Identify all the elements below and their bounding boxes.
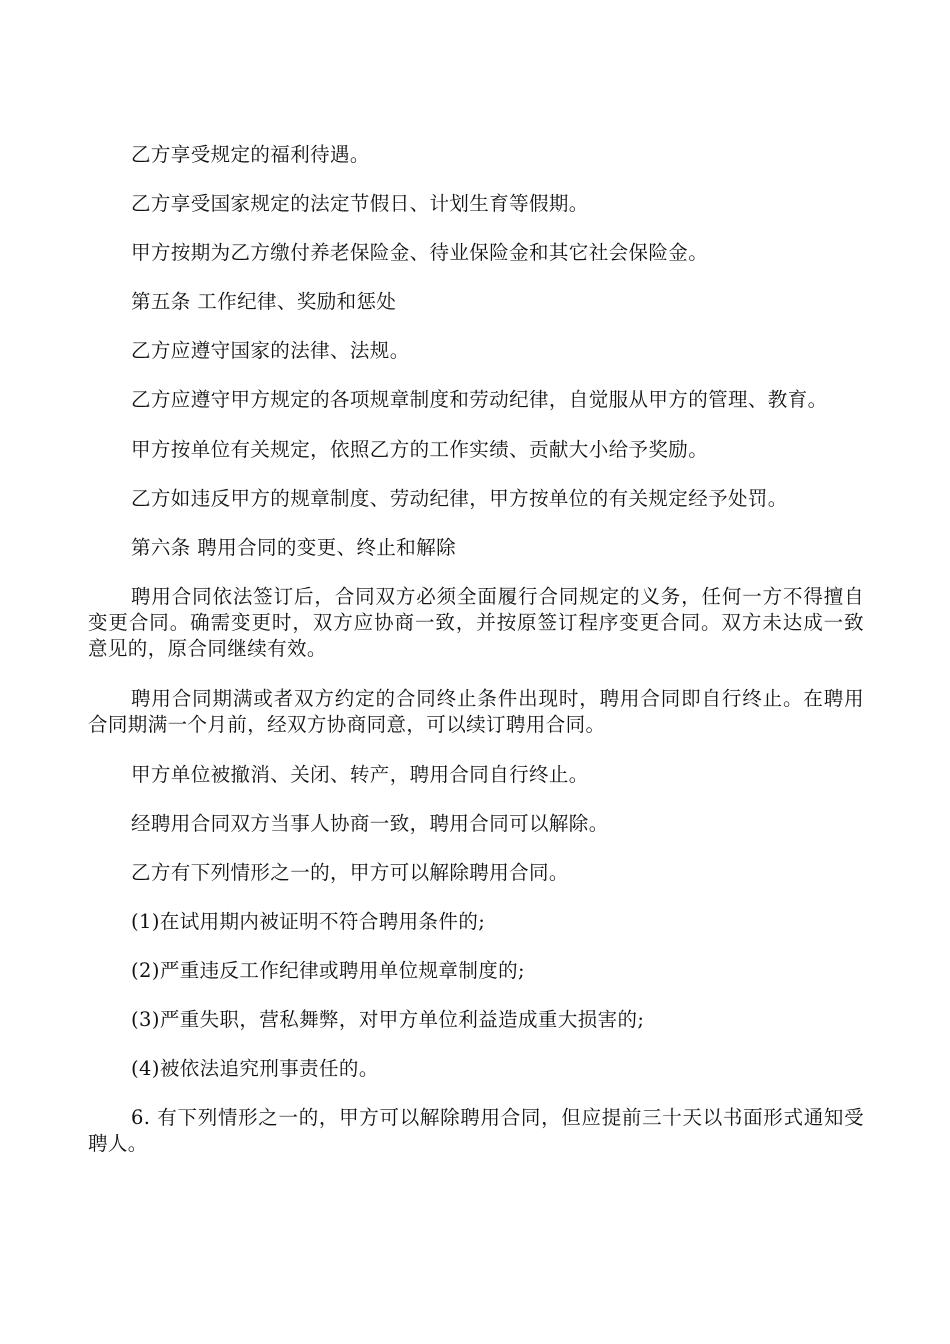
paragraph-punishment: 乙方如违反甲方的规章制度、劳动纪律，甲方按单位的有关规定经予处罚。 bbox=[131, 487, 788, 510]
paragraph-contract-change: 聘用合同依法签订后，合同双方必须全面履行合同规定的义务，任何一方不得擅自变更合同。确需变更时，双方应协商一致，并按原签订程序变更合同。双方未达成一致意见的，原合同继续有效。 bbox=[88, 585, 864, 660]
list-item-2: (2)严重违反工作纪律或聘用单位规章制度的; bbox=[131, 959, 525, 982]
document-body bbox=[88, 142, 864, 1181]
paragraph-termination-cases: 乙方有下列情形之一的，甲方可以解除聘用合同。 bbox=[131, 861, 569, 884]
list-item-3: (3)严重失职，营私舞弊，对甲方单位利益造成重大损害的; bbox=[131, 1008, 645, 1031]
paragraph-mutual-termination: 经聘用合同双方当事人协商一致，聘用合同可以解除。 bbox=[131, 812, 609, 835]
section-heading-article-6: 第六条 聘用合同的变更、终止和解除 bbox=[131, 536, 456, 559]
paragraph-item-6: 6. 有下列情形之一的，甲方可以解除聘用合同，但应提前三十天以书面形式通知受聘人。 bbox=[88, 1106, 864, 1155]
paragraph-obey-law: 乙方应遵守国家的法律、法规。 bbox=[131, 339, 410, 362]
paragraph-holidays: 乙方享受国家规定的法定节假日、计划生育等假期。 bbox=[131, 192, 589, 215]
paragraph-unit-closure: 甲方单位被撤消、关闭、转产，聘用合同自行终止。 bbox=[131, 763, 589, 786]
paragraph-obey-rules: 乙方应遵守甲方规定的各项规章制度和劳动纪律，自觉服从甲方的管理、教育。 bbox=[131, 388, 828, 411]
section-heading-article-5: 第五条 工作纪律、奖励和惩处 bbox=[131, 290, 397, 313]
paragraph-insurance: 甲方按期为乙方缴付养老保险金、待业保险金和其它社会保险金。 bbox=[131, 241, 709, 264]
list-item-4: (4)被依法追究刑事责任的。 bbox=[131, 1057, 379, 1080]
paragraph-contract-expiry: 聘用合同期满或者双方约定的合同终止条件出现时，聘用合同即自行终止。在聘用合同期满一个月前，经双方协商同意，可以续订聘用合同。 bbox=[88, 687, 864, 736]
paragraph-reward: 甲方按单位有关规定，依照乙方的工作实绩、贡献大小给予奖励。 bbox=[131, 438, 709, 461]
list-item-1: (1)在试用期内被证明不符合聘用条件的; bbox=[131, 910, 486, 933]
paragraph-welfare: 乙方享受规定的福利待遇。 bbox=[131, 143, 370, 166]
